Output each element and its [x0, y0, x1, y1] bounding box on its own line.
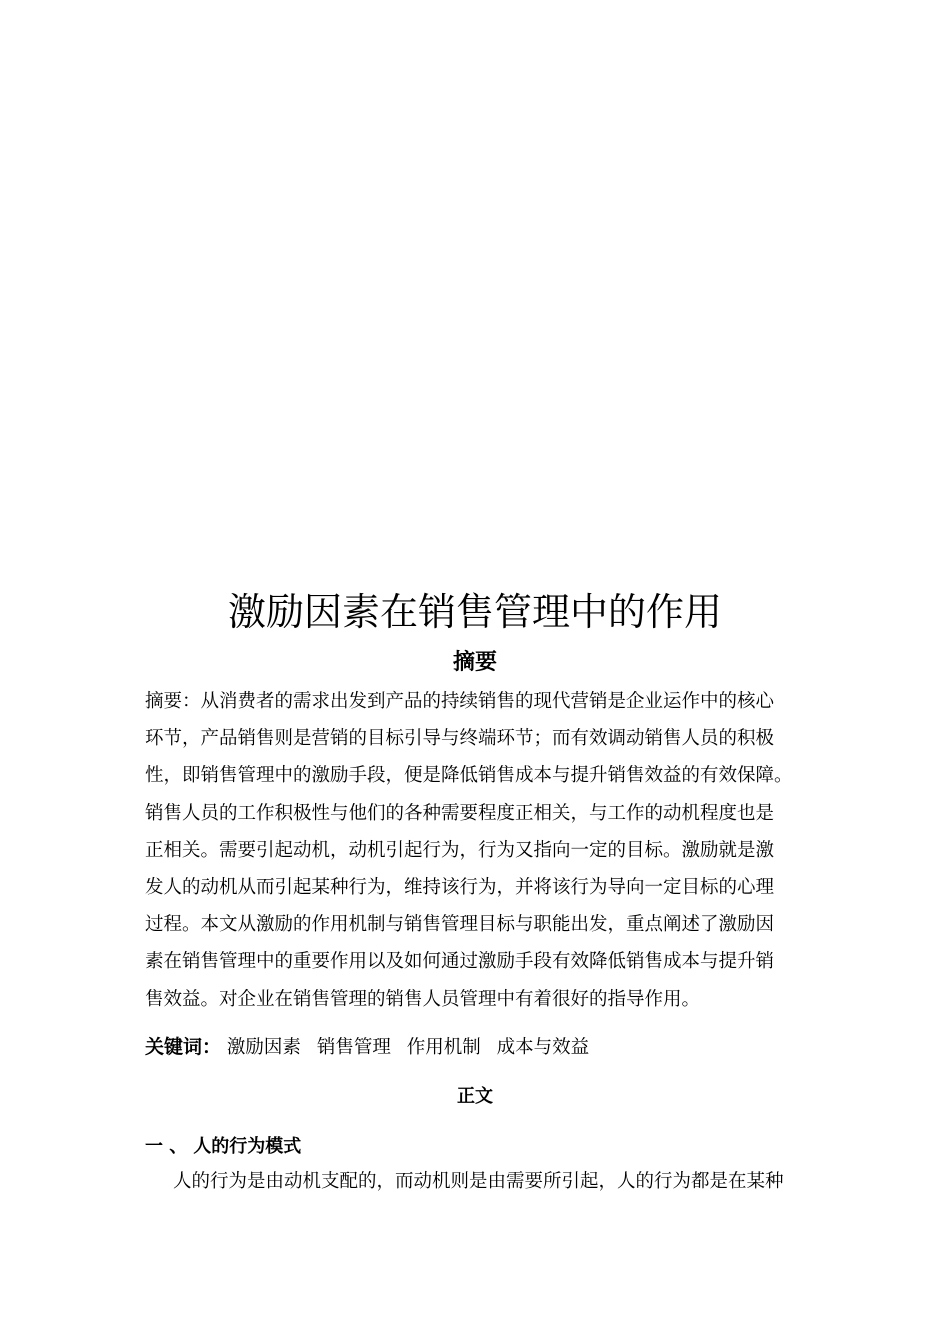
- abstract-line: 正相关。需要引起动机，动机引起行为，行为又指向一定的目标。激励就是激: [145, 839, 775, 861]
- abstract-body: [145, 683, 811, 1018]
- abstract-line: 发人的动机从而引起某种行为，维持该行为，并将该行为导向一定目标的心理: [145, 877, 775, 899]
- abstract-line: 性，即销售管理中的激励手段，便是降低销售成本与提升销售效益的有效保障。: [145, 765, 793, 787]
- keyword: 成本与效益: [496, 1037, 590, 1058]
- abstract-line: 素在销售管理中的重要作用以及如何通过激励手段有效降低销售成本与提升销: [145, 951, 775, 973]
- abstract-heading: 摘要: [452, 650, 497, 675]
- abstract-line: 环节，产品销售则是营销的目标引导与终端环节；而有效调动销售人员的积极: [145, 728, 775, 750]
- section-title: 人的行为模式: [193, 1136, 302, 1157]
- abstract-line: 摘要：从消费者的需求出发到产品的持续销售的现代营销是企业运作中的核心: [145, 691, 775, 712]
- keywords-row: [145, 1031, 599, 1064]
- body-paragraph: 人的行为是由动机支配的，而动机则是由需要所引起，人的行为都是在某种: [173, 1171, 784, 1192]
- abstract-line: 售效益。对企业在销售管理的销售人员管理中有着很好的指导作用。: [145, 988, 701, 1010]
- document-title: 激励因素在销售管理中的作用: [227, 590, 722, 634]
- keyword: 销售管理: [316, 1037, 391, 1058]
- keyword: 作用机制: [406, 1037, 481, 1058]
- section-heading: [145, 1132, 301, 1162]
- keywords-label: 关键词：: [145, 1036, 222, 1058]
- body-heading: 正文: [457, 1086, 493, 1107]
- section-number: 一 、: [145, 1136, 188, 1157]
- abstract-line: 销售人员的工作积极性与他们的各种需要程度正相关，与工作的动机程度也是: [145, 802, 775, 824]
- abstract-line: 过程。本文从激励的作用机制与销售管理目标与职能出发，重点阐述了激励因: [145, 914, 775, 936]
- keyword: 激励因素: [226, 1037, 301, 1058]
